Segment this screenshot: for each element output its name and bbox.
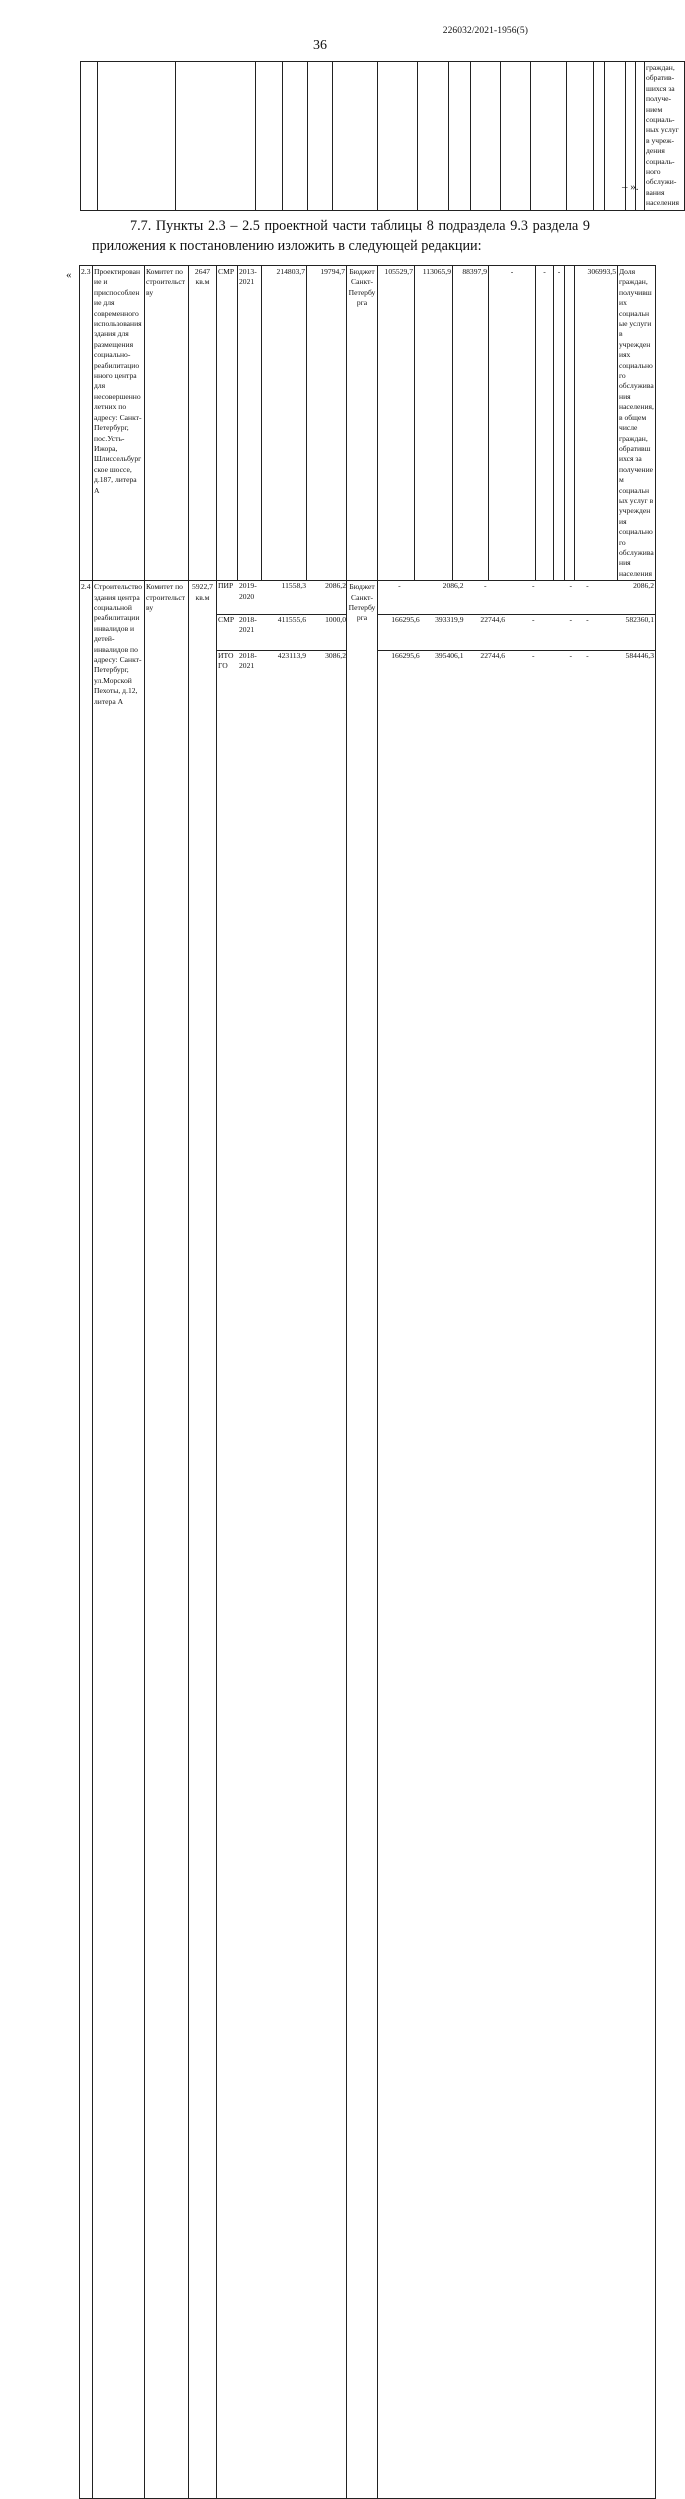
cost: 11558,3 xyxy=(281,581,306,591)
year6-value: - xyxy=(586,650,589,660)
year4-value: - xyxy=(489,266,536,581)
year3-value: 88397,9 xyxy=(453,266,489,581)
year1-value: 166295,6 xyxy=(391,650,420,660)
closing-quote: – ». xyxy=(622,181,639,193)
row-number: 2.4 xyxy=(80,581,93,2499)
year2-value: 113065,9 xyxy=(415,266,453,581)
agency: Комитет по строительству xyxy=(145,266,189,581)
year5-value: - xyxy=(569,581,572,591)
cost: 411555,6 xyxy=(277,614,306,624)
total-value: 582360,1 xyxy=(625,614,654,624)
continuation-table xyxy=(80,61,685,211)
year2-value: 2086,2 xyxy=(442,581,464,591)
purpose-indicator: Доля граждан, получивших социальные услуги в учреждениях социального обслуживания населения, в общем числе граждан, обратившихся за получением социальных услуг в учреждения социального обслуживания населения xyxy=(618,266,656,581)
period: 2018-2021 xyxy=(239,650,257,671)
prior-funding: 2086,2 xyxy=(325,581,346,591)
year2-value: 395406,1 xyxy=(435,650,464,660)
project-name: Строительство здания центра социальной реабилитации инвалидов и детей-инвалидов по адресу: Санкт-Петербург, ул.Морской Пехоты, д.12, литера А xyxy=(93,581,145,2499)
subrows-right xyxy=(378,581,655,686)
year4-value: - xyxy=(531,614,535,624)
amendment-paragraph: 7.7. Пункты 2.3 – 2.5 проектной части таблицы 8 подраздела 9.3 раздела 9 приложения к постановлению изложить в следующей редакции: xyxy=(92,218,590,254)
year1-value: - xyxy=(398,581,401,591)
project-row-2-4 xyxy=(80,581,656,2499)
subrows-left xyxy=(217,581,347,686)
work-type: ИТОГО xyxy=(218,650,234,671)
year3-value: 22744,6 xyxy=(480,614,506,624)
year3-value: - xyxy=(484,581,487,591)
year4-value: - xyxy=(531,581,535,591)
year6-value: - xyxy=(586,581,589,591)
continuation-purpose-cell: граждан, обратив-шихся за получе-нием социаль-ных услуг в учреж-дения социаль-ного обслужи-вания населения xyxy=(645,62,685,211)
total-value: 584446,3 xyxy=(625,650,654,660)
capacity: 2647 кв.м xyxy=(189,266,217,581)
year1-value: 166295,6 xyxy=(391,614,420,624)
year6-value: - xyxy=(554,266,565,581)
page-number: 36 xyxy=(313,38,327,53)
prior-funding: 3086,2 xyxy=(325,650,346,660)
period: 2013-2021 xyxy=(238,266,262,581)
prior-funding: 1000,0 xyxy=(325,614,346,624)
work-type: СМР xyxy=(218,614,235,624)
project-name: Проектирование и приспособление для современного использования здания для размещения социально-реабилитационного центра для несовершеннолетних по адресу: Санкт-Петербург, пос.Усть-Ижора, Шлиссельбургское шоссе, д.187, литера А xyxy=(93,266,145,581)
year4-value: - xyxy=(531,650,535,660)
continuation-row xyxy=(81,62,685,211)
document-number: 226032/2021-1956(5) xyxy=(442,26,528,36)
funding-source: Бюджет Санкт-Петербурга xyxy=(347,581,378,2499)
work-type: СМР xyxy=(217,266,238,581)
total-value: 2086,2 xyxy=(633,581,654,591)
year1-value: 105529,7 xyxy=(378,266,415,581)
capacity: 5922,7 кв.м xyxy=(189,581,217,2499)
year5-value: - xyxy=(536,266,554,581)
year6-value: - xyxy=(586,614,589,624)
year5-value: - xyxy=(569,614,572,624)
funding-source: Бюджет Санкт-Петербурга xyxy=(347,266,378,581)
work-type: ПИР xyxy=(218,581,234,591)
year2-value: 393319,9 xyxy=(435,614,464,624)
projects-table xyxy=(79,265,656,2499)
period: 2018-2021 xyxy=(239,614,257,635)
project-row-2-3 xyxy=(80,266,656,581)
total-value: 306993,5 xyxy=(575,266,618,581)
opening-quote: « xyxy=(66,269,72,281)
row-number: 2.3 xyxy=(80,266,93,581)
prior-funding: 19794,7 xyxy=(307,266,347,581)
agency: Комитет по строительству xyxy=(145,581,189,2499)
year5-value: - xyxy=(569,650,572,660)
period: 2019-2020 xyxy=(239,581,257,601)
cost: 214803,7 xyxy=(262,266,307,581)
year3-value: 22744,6 xyxy=(480,650,506,660)
cost: 423113,9 xyxy=(277,650,306,660)
